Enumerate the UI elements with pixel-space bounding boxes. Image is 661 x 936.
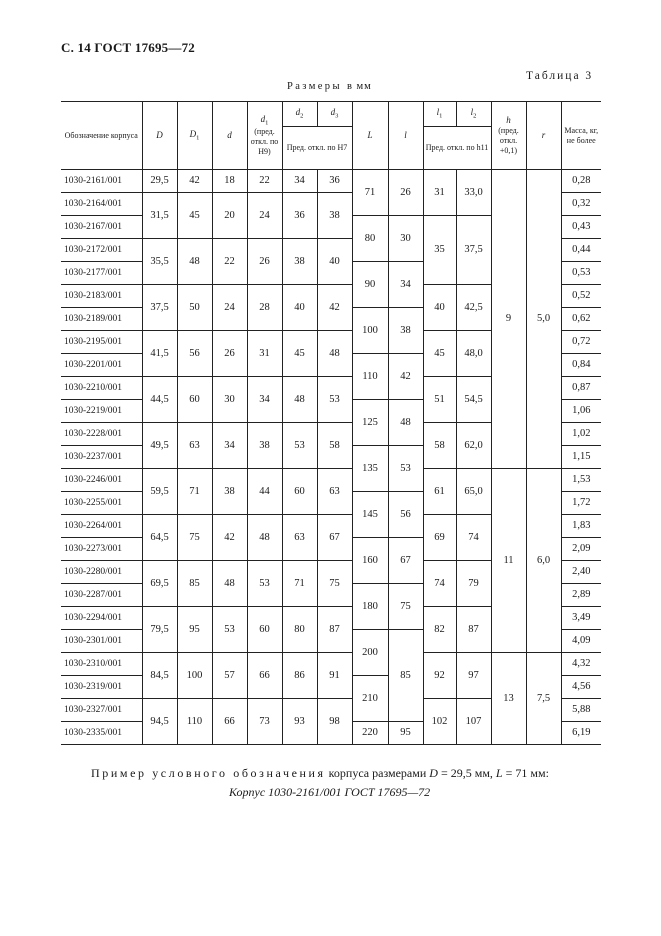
cell-d: 26 [212, 331, 247, 377]
cell-designation: 1030-2177/001 [61, 262, 142, 285]
cell-l2: 33,0 [456, 170, 491, 216]
cell-l1: 31 [423, 170, 456, 216]
cell-d3: 48 [317, 331, 352, 377]
example-L-value: = 71 мм: [502, 766, 549, 780]
cell-D1: 71 [177, 469, 212, 515]
col-d2-header: $d_2$ [282, 102, 317, 127]
cell-d1: 31 [247, 331, 282, 377]
cell-d2: 71 [282, 561, 317, 607]
table-row [61, 653, 601, 676]
table-number: Таблица 3 [526, 70, 594, 82]
col-h-header: h (пред. откл. +0,1) [491, 102, 526, 170]
cell-d1: 24 [247, 193, 282, 239]
cell-designation: 1030-2310/001 [61, 653, 142, 676]
cell-designation: 1030-2327/001 [61, 699, 142, 722]
cell-h: 11 [491, 469, 526, 653]
cell-L: 125 [352, 400, 388, 446]
cell-L: 100 [352, 308, 388, 354]
cell-l: 30 [388, 216, 423, 262]
cell-mass: 0,53 [561, 262, 601, 285]
table-row [61, 469, 601, 492]
cell-designation: 1030-2210/001 [61, 377, 142, 400]
cell-designation: 1030-2280/001 [61, 561, 142, 584]
cell-d: 57 [212, 653, 247, 699]
cell-mass: 0,43 [561, 216, 601, 239]
col-designation-header: Обозначение корпуса [61, 102, 142, 170]
cell-D: 37,5 [142, 285, 177, 331]
example-L-symbol: L [495, 766, 503, 780]
cell-l: 67 [388, 538, 423, 584]
example-caption [91, 766, 549, 781]
cell-L: 71 [352, 170, 388, 216]
page-header: С. 14 ГОСТ 17695—72 [61, 40, 195, 55]
cell-mass: 2,09 [561, 538, 601, 561]
cell-L: 180 [352, 584, 388, 630]
col-d-header: d [212, 102, 247, 170]
cell-D1: 100 [177, 653, 212, 699]
cell-d1: 73 [247, 699, 282, 745]
cell-mass: 0,28 [561, 170, 601, 193]
cell-d3: 63 [317, 469, 352, 515]
cell-d2: 38 [282, 239, 317, 285]
cell-l2: 62,0 [456, 423, 491, 469]
l12-tolerance-header: Пред. откл. по h11 [423, 127, 491, 170]
cell-l2: 48,0 [456, 331, 491, 377]
cell-d: 22 [212, 239, 247, 285]
cell-d2: 93 [282, 699, 317, 745]
col-r-header: r [526, 102, 561, 170]
cell-L: 135 [352, 446, 388, 492]
cell-l: 34 [388, 262, 423, 308]
cell-d2: 63 [282, 515, 317, 561]
cell-designation: 1030-2287/001 [61, 584, 142, 607]
cell-d: 42 [212, 515, 247, 561]
cell-D1: 45 [177, 193, 212, 239]
cell-d: 38 [212, 469, 247, 515]
cell-d2: 86 [282, 653, 317, 699]
cell-mass: 4,32 [561, 653, 601, 676]
cell-d: 24 [212, 285, 247, 331]
cell-l1: 45 [423, 331, 456, 377]
cell-l2: 74 [456, 515, 491, 561]
cell-d1: 22 [247, 170, 282, 193]
cell-d3: 91 [317, 653, 352, 699]
cell-mass: 1,06 [561, 400, 601, 423]
cell-mass: 0,87 [561, 377, 601, 400]
d23-tolerance-header: Пред. откл. по Н7 [282, 127, 352, 170]
cell-d3: 58 [317, 423, 352, 469]
cell-l: 75 [388, 584, 423, 630]
cell-designation: 1030-2301/001 [61, 630, 142, 653]
cell-d3: 36 [317, 170, 352, 193]
cell-d2: 36 [282, 193, 317, 239]
cell-D1: 110 [177, 699, 212, 745]
sizes-caption [287, 81, 372, 92]
dimensions-table [61, 101, 601, 745]
cell-d1: 48 [247, 515, 282, 561]
cell-mass: 1,02 [561, 423, 601, 446]
cell-L: 90 [352, 262, 388, 308]
cell-designation: 1030-2183/001 [61, 285, 142, 308]
cell-l1: 35 [423, 216, 456, 285]
cell-D: 79,5 [142, 607, 177, 653]
cell-d1: 34 [247, 377, 282, 423]
cell-mass: 2,40 [561, 561, 601, 584]
cell-d2: 48 [282, 377, 317, 423]
cell-designation: 1030-2172/001 [61, 239, 142, 262]
cell-mass: 2,89 [561, 584, 601, 607]
cell-D1: 56 [177, 331, 212, 377]
cell-l2: 97 [456, 653, 491, 699]
col-l-header: l [388, 102, 423, 170]
col-mass-header: Масса, кг, не более [561, 102, 601, 170]
cell-designation: 1030-2164/001 [61, 193, 142, 216]
cell-l1: 82 [423, 607, 456, 653]
cell-L: 110 [352, 354, 388, 400]
cell-d1: 38 [247, 423, 282, 469]
cell-mass: 3,49 [561, 607, 601, 630]
cell-D1: 50 [177, 285, 212, 331]
cell-mass: 4,56 [561, 676, 601, 699]
cell-d3: 67 [317, 515, 352, 561]
cell-l2: 79 [456, 561, 491, 607]
cell-designation: 1030-2273/001 [61, 538, 142, 561]
example-text: корпуса размерами [325, 766, 430, 780]
cell-d1: 28 [247, 285, 282, 331]
cell-d: 53 [212, 607, 247, 653]
cell-l1: 74 [423, 561, 456, 607]
cell-designation: 1030-2228/001 [61, 423, 142, 446]
cell-D: 59,5 [142, 469, 177, 515]
cell-d1: 66 [247, 653, 282, 699]
cell-mass: 0,44 [561, 239, 601, 262]
cell-d1: 60 [247, 607, 282, 653]
cell-D: 44,5 [142, 377, 177, 423]
cell-l: 48 [388, 400, 423, 446]
cell-D: 94,5 [142, 699, 177, 745]
cell-l2: 37,5 [456, 216, 491, 285]
cell-l1: 69 [423, 515, 456, 561]
cell-D1: 42 [177, 170, 212, 193]
cell-designation: 1030-2335/001 [61, 722, 142, 745]
cell-l2: 107 [456, 699, 491, 745]
cell-L: 220 [352, 722, 388, 745]
cell-D1: 48 [177, 239, 212, 285]
cell-d: 30 [212, 377, 247, 423]
cell-d3: 87 [317, 607, 352, 653]
cell-l: 38 [388, 308, 423, 354]
cell-d3: 75 [317, 561, 352, 607]
cell-d1: 44 [247, 469, 282, 515]
cell-mass: 0,72 [561, 331, 601, 354]
sizes-caption-unit: в мм [346, 81, 372, 92]
example-D-value: = 29,5 мм, [437, 766, 496, 780]
cell-D1: 63 [177, 423, 212, 469]
cell-L: 145 [352, 492, 388, 538]
cell-mass: 6,19 [561, 722, 601, 745]
cell-designation: 1030-2195/001 [61, 331, 142, 354]
cell-l2: 65,0 [456, 469, 491, 515]
cell-D: 35,5 [142, 239, 177, 285]
cell-designation: 1030-2161/001 [61, 170, 142, 193]
cell-d: 18 [212, 170, 247, 193]
cell-l1: 58 [423, 423, 456, 469]
cell-d: 20 [212, 193, 247, 239]
cell-h: 13 [491, 653, 526, 745]
cell-L: 80 [352, 216, 388, 262]
cell-D1: 95 [177, 607, 212, 653]
cell-designation: 1030-2246/001 [61, 469, 142, 492]
cell-D1: 75 [177, 515, 212, 561]
cell-D1: 85 [177, 561, 212, 607]
cell-L: 160 [352, 538, 388, 584]
cell-d: 66 [212, 699, 247, 745]
example-spaced: Пример условного обозначения [91, 766, 326, 780]
table-header-row [61, 102, 601, 127]
cell-d2: 60 [282, 469, 317, 515]
cell-d: 34 [212, 423, 247, 469]
cell-mass: 0,62 [561, 308, 601, 331]
cell-mass: 1,83 [561, 515, 601, 538]
cell-mass: 1,72 [561, 492, 601, 515]
cell-D: 49,5 [142, 423, 177, 469]
cell-d3: 53 [317, 377, 352, 423]
sizes-caption-word: Размеры [287, 81, 342, 92]
cell-d2: 45 [282, 331, 317, 377]
cell-L: 210 [352, 676, 388, 722]
cell-mass: 5,88 [561, 699, 601, 722]
cell-l1: 92 [423, 653, 456, 699]
cell-h: 9 [491, 170, 526, 469]
cell-designation: 1030-2201/001 [61, 354, 142, 377]
col-l2-header: $l_2$ [456, 102, 491, 127]
cell-d2: 40 [282, 285, 317, 331]
table-row [61, 170, 601, 193]
example-designation: Корпус 1030-2161/001 ГОСТ 17695—72 [229, 785, 431, 799]
cell-r: 5,0 [526, 170, 561, 469]
cell-l2: 54,5 [456, 377, 491, 423]
cell-L: 200 [352, 630, 388, 676]
col-L-header: L [352, 102, 388, 170]
cell-l1: 102 [423, 699, 456, 745]
cell-D: 64,5 [142, 515, 177, 561]
cell-d: 48 [212, 561, 247, 607]
col-D1-header: $D_1$ [177, 102, 212, 170]
cell-l1: 40 [423, 285, 456, 331]
cell-l1: 61 [423, 469, 456, 515]
cell-d3: 40 [317, 239, 352, 285]
cell-r: 6,0 [526, 469, 561, 653]
col-l1-header: $l_1$ [423, 102, 456, 127]
cell-designation: 1030-2294/001 [61, 607, 142, 630]
table-body [61, 102, 601, 745]
cell-D: 31,5 [142, 193, 177, 239]
col-D-header: D [142, 102, 177, 170]
cell-designation: 1030-2167/001 [61, 216, 142, 239]
cell-D: 29,5 [142, 170, 177, 193]
cell-l1: 51 [423, 377, 456, 423]
cell-designation: 1030-2237/001 [61, 446, 142, 469]
cell-designation: 1030-2264/001 [61, 515, 142, 538]
cell-designation: 1030-2189/001 [61, 308, 142, 331]
cell-designation: 1030-2319/001 [61, 676, 142, 699]
cell-mass: 1,53 [561, 469, 601, 492]
cell-l: 95 [388, 722, 423, 745]
cell-l: 42 [388, 354, 423, 400]
cell-d3: 42 [317, 285, 352, 331]
cell-l: 26 [388, 170, 423, 216]
cell-d1: 53 [247, 561, 282, 607]
cell-mass: 1,15 [561, 446, 601, 469]
cell-d1: 26 [247, 239, 282, 285]
col-d3-header: $d_3$ [317, 102, 352, 127]
cell-D: 41,5 [142, 331, 177, 377]
cell-l: 56 [388, 492, 423, 538]
cell-d2: 34 [282, 170, 317, 193]
cell-mass: 0,32 [561, 193, 601, 216]
cell-mass: 0,52 [561, 285, 601, 308]
cell-l: 85 [388, 630, 423, 722]
cell-l2: 87 [456, 607, 491, 653]
cell-l2: 42,5 [456, 285, 491, 331]
cell-mass: 0,84 [561, 354, 601, 377]
cell-D: 84,5 [142, 653, 177, 699]
cell-D1: 60 [177, 377, 212, 423]
cell-d3: 98 [317, 699, 352, 745]
cell-d2: 53 [282, 423, 317, 469]
example-D-symbol: D [429, 766, 438, 780]
cell-mass: 4,09 [561, 630, 601, 653]
cell-d2: 80 [282, 607, 317, 653]
cell-designation: 1030-2219/001 [61, 400, 142, 423]
cell-l: 53 [388, 446, 423, 492]
cell-r: 7,5 [526, 653, 561, 745]
cell-D: 69,5 [142, 561, 177, 607]
cell-designation: 1030-2255/001 [61, 492, 142, 515]
col-d1-header: $d_1$ (пред. откл. по Н9) [247, 102, 282, 170]
cell-d3: 38 [317, 193, 352, 239]
